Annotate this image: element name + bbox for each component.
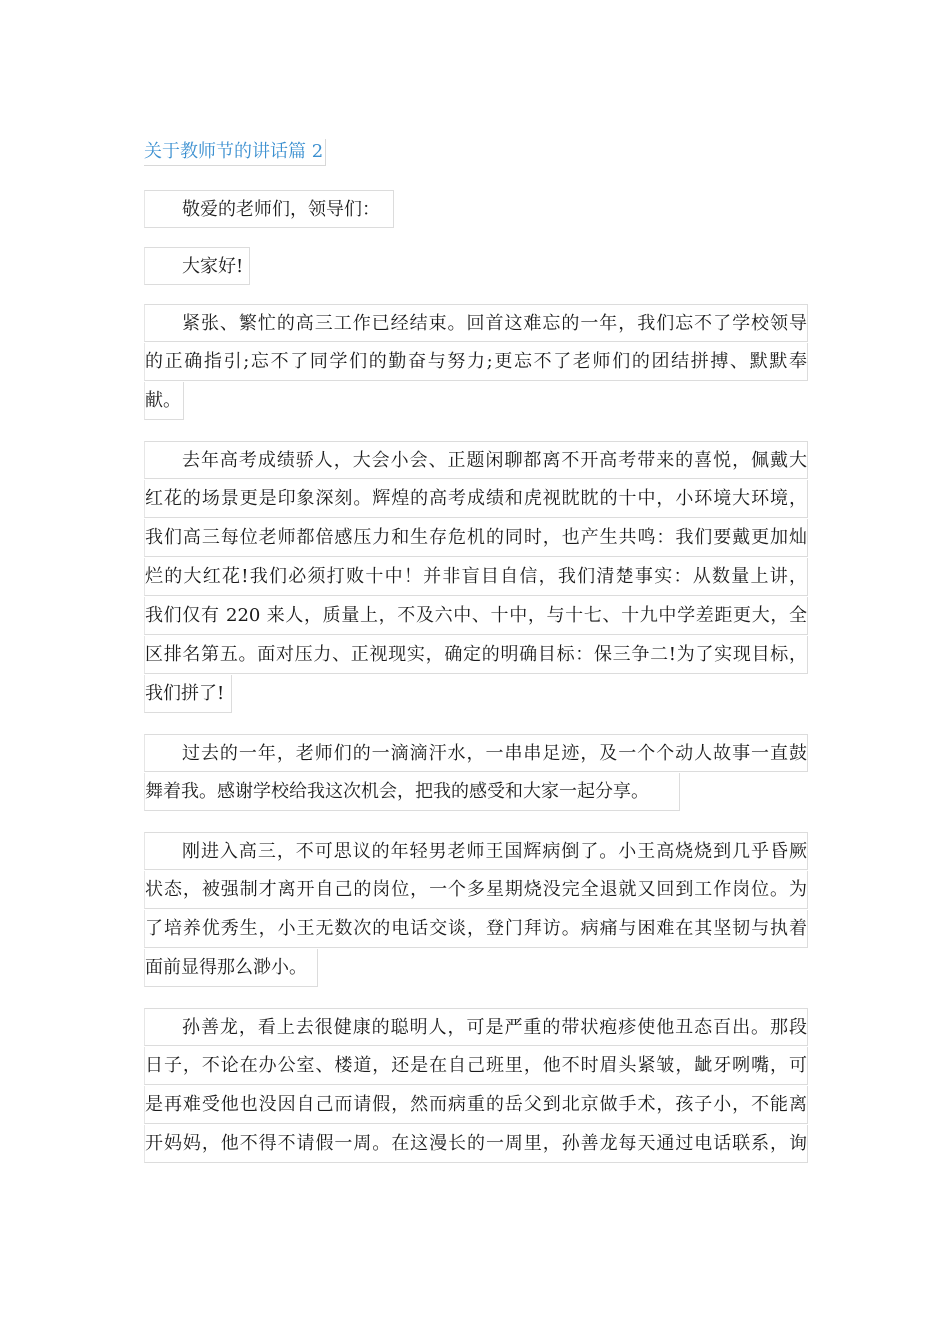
paragraph-line: 状态，被强制才离开自己的岗位，一个多星期烧没完全退就又回到工作岗位。为 (144, 871, 808, 909)
paragraph-line: 去年高考成绩骄人，大会小会、正题闲聊都离不开高考带来的喜悦，佩戴大 (144, 441, 808, 479)
paragraph-line: 区排名第五。面对压力、正视现实，确定的明确目标：保三争二!为了实现目标， (144, 636, 808, 674)
paragraph-line: 紧张、繁忙的高三工作已经结束。回首这难忘的一年，我们忘不了学校领导 (144, 304, 808, 342)
paragraph-line: 我们高三每位老师都倍感压力和生存危机的同时，也产生共鸣：我们要戴更加灿 (144, 519, 808, 557)
paragraph-line: 大家好! (144, 247, 250, 285)
paragraph-line: 敬爱的老师们，领导们： (144, 190, 394, 228)
document-title: 关于教师节的讲话篇 2 (144, 139, 326, 166)
paragraph-line: 我们仅有 220 来人，质量上，不及六中、十中，与十七、十九中学差距更大，全 (144, 597, 808, 635)
paragraph (144, 441, 808, 714)
paragraph-line: 我们拼了! (144, 675, 232, 713)
paragraph-line: 舞着我。感谢学校给我这次机会，把我的感受和大家一起分享。 (144, 773, 680, 811)
paragraph-line: 的正确指引;忘不了同学们的勤奋与努力;更忘不了老师们的团结拼搏、默默奉 (144, 343, 808, 381)
paragraph (144, 304, 808, 421)
paragraph-line: 献。 (144, 382, 184, 420)
paragraph (144, 734, 808, 812)
paragraph-line: 过去的一年，老师们的一滴滴汗水，一串串足迹，及一个个动人故事一直鼓 (144, 734, 808, 772)
paragraph-salutation (144, 190, 808, 229)
paragraph-line: 开妈妈，他不得不请假一周。在这漫长的一周里，孙善龙每天通过电话联系，询 (144, 1125, 808, 1163)
paragraph-greeting (144, 247, 808, 286)
paragraph (144, 1008, 808, 1164)
paragraph-line: 了培养优秀生，小王无数次的电话交谈，登门拜访。病痛与困难在其坚韧与执着 (144, 910, 808, 948)
paragraph-line: 孙善龙，看上去很健康的聪明人，可是严重的带状疱疹使他丑态百出。那段 (144, 1008, 808, 1046)
paragraph-line: 日子，不论在办公室、楼道，还是在自己班里，他不时眉头紧皱，龇牙咧嘴，可 (144, 1047, 808, 1085)
paragraph-line: 是再难受他也没因自己而请假，然而病重的岳父到北京做手术，孩子小，不能离 (144, 1086, 808, 1124)
paragraph-line: 面前显得那么渺小。 (144, 949, 318, 987)
paragraph-line: 刚进入高三，不可思议的年轻男老师王国辉病倒了。小王高烧烧到几乎昏厥 (144, 832, 808, 870)
paragraph-line: 红花的场景更是印象深刻。辉煌的高考成绩和虎视眈眈的十中，小环境大环境， (144, 480, 808, 518)
paragraph-line: 烂的大红花!我们必须打败十中！并非盲目自信，我们清楚事实：从数量上讲， (144, 558, 808, 596)
paragraph (144, 832, 808, 988)
